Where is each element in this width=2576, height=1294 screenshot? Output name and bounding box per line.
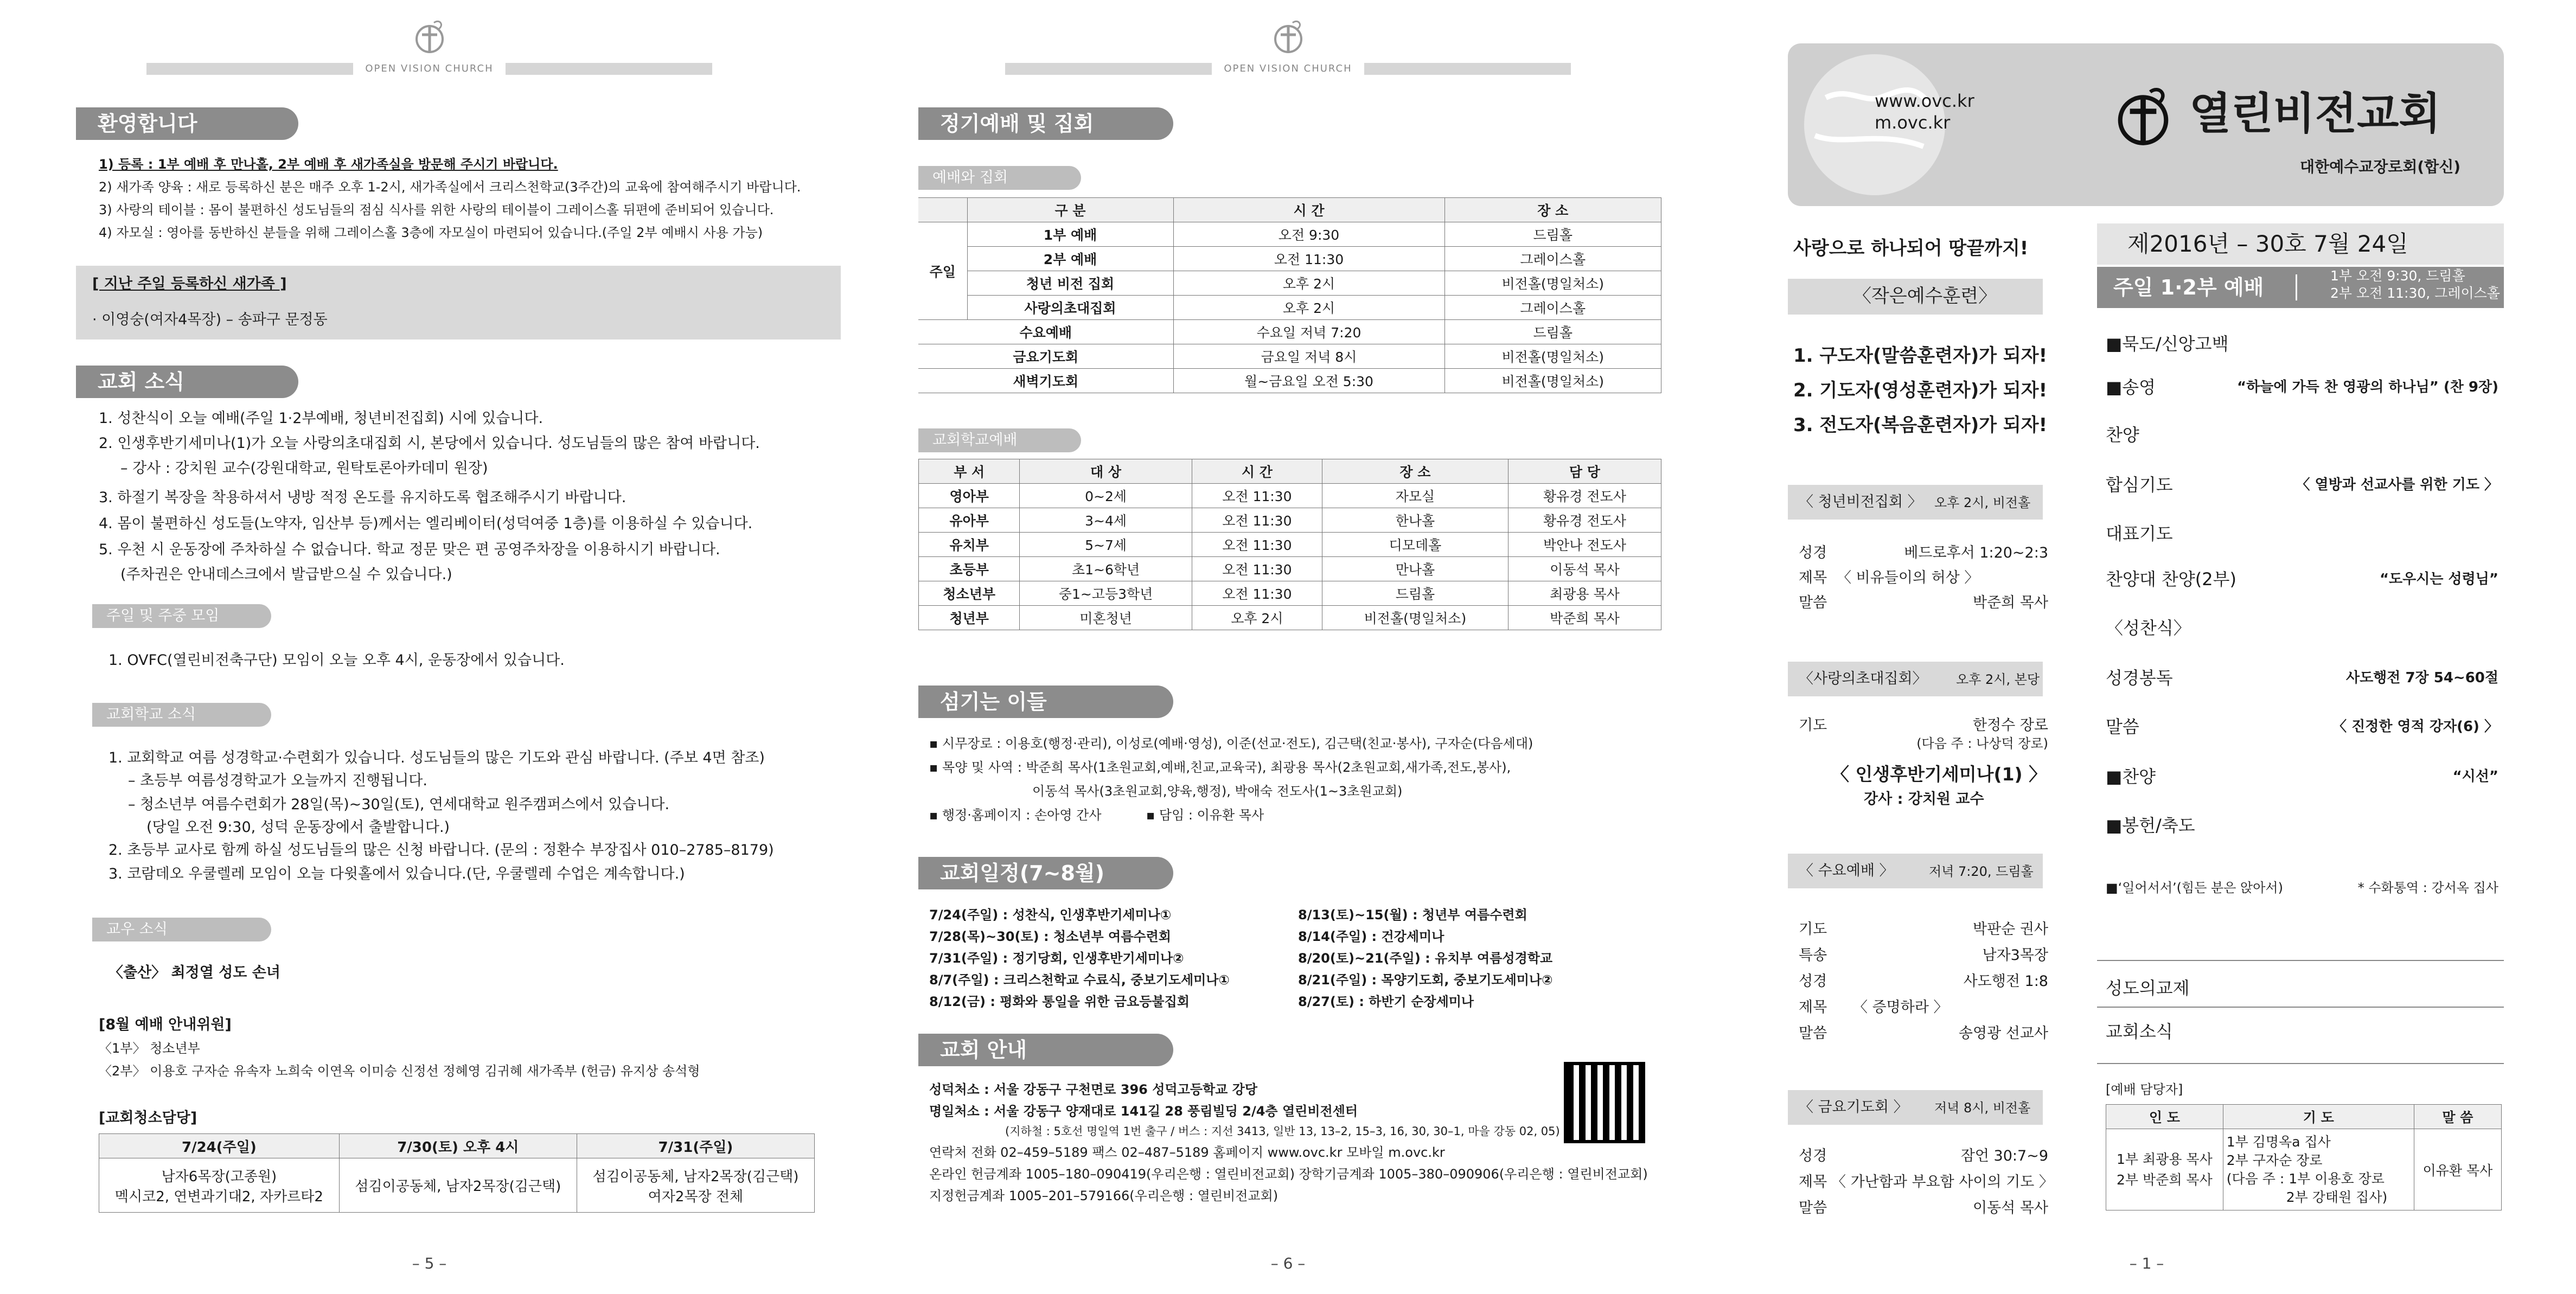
youth-value: 베드로후서 1:20~2:3 (1904, 544, 2048, 561)
worship-subheading: 예배와 집회 (918, 166, 1081, 190)
duty-title: [예배 담당자] (2106, 1082, 2183, 1097)
interpreter-note: * 수화통역 : 강서옥 집사 (2357, 880, 2498, 895)
schedule-item: 8/13(토)~15(월) : 청년부 여름수련회 (1298, 907, 1527, 923)
youth-label: 제목 (1799, 569, 1827, 586)
school-line-5: 2. 초등부 교사로 함께 하실 성도님들의 많은 신청 바랍니다. (문의 : 정환수 부장집사 010–2785–8179) (108, 842, 774, 859)
news-line-3: – 강사 : 강치원 교수(강원대학교, 원탁토론아카데미 원장) (120, 460, 488, 477)
page-number: – 1 – (2129, 1254, 2164, 1272)
church-en-name: OPEN VISION CHURCH (353, 63, 505, 75)
cleaning-header: 7/30(토) 오후 4시 (339, 1134, 577, 1158)
school-news-heading: 교회학교 소식 (92, 703, 271, 727)
servants-line-1: ▪ 시무장로 : 이용호(행정·관리), 이성로(예배·영성), 이준(선교·전도), 김근택(친교·봉사), 구자순(다음세대) (929, 736, 1533, 751)
welcome-line-4: 4) 자모실 : 영아를 동반하신 분들을 위해 그레이스홀 3층에 자모실이 마련되어 있습니다.(주일 2부 예배시 사용 가능) (99, 225, 763, 240)
school-line-3: – 청소년부 여름수련회가 28일(목)~30일(토), 연세대학교 원주캠퍼스에서 있습니다. (128, 796, 670, 813)
welcome-line-1: 1) 등록 : 1부 예배 후 만나홀, 2부 예배 후 새가족실을 방문해 주시기 바랍니다. (99, 157, 558, 172)
separator (2097, 1063, 2504, 1064)
worship-heading: 정기예배 및 집회 (918, 107, 1173, 140)
info-heading: 교회 안내 (918, 1034, 1173, 1066)
wed-title: 〈 수요예배 〉 (1799, 862, 1894, 879)
order-item-value: 〈 열방과 선교사를 위한 기도 〉 (2296, 477, 2498, 493)
info-line-6: 지정헌금계좌 1005–201–579166(우리은행 : 열린비전교회) (929, 1188, 1279, 1203)
page-header (0, 16, 859, 76)
fri-value: 〈 가난함과 부요함 사이의 기도 〉 (1831, 1174, 2054, 1190)
service-time-2: 2부 오전 11:30, 그레이스홀 (2330, 285, 2500, 301)
youth-value: 〈 비유들이의 허상 〉 (1837, 569, 1979, 586)
training-title: 〈작은예수훈련〉 (1853, 285, 1997, 307)
news-heading: 교회 소식 (76, 366, 298, 398)
welcome-line-3: 3) 사랑의 테이블 : 몸이 불편하신 성도님들의 점심 식사를 위한 사랑의 테이블이 그레이스홀 뒤편에 준비되어 있습니다. (99, 202, 774, 217)
header-bar (1005, 63, 1571, 75)
url-2: m.ovc.kr (1875, 112, 1951, 133)
duty-table: 인 도 기 도 말 씀 1부 최광용 목사 2부 박준희 목사 1부 김명옥a 집사 2부 구자순 장로 (다음 주 : 1부 이용호 장로 2부 강태원 집사) 이유환 목사 (2106, 1104, 2502, 1210)
wed-label: 제목 (1799, 999, 1827, 1016)
sunday-label: 주일 (918, 222, 967, 320)
sunday-meeting-line: 1. OVFC(열린비전축구단) 모임이 오늘 오후 4시, 운동장에서 있습니다. (108, 652, 565, 669)
school-worship-subheading: 교회학교예배 (918, 428, 1081, 452)
page-header (859, 16, 1717, 76)
order-item-label: ■송영 (2106, 377, 2156, 398)
denomination: 대한예수교장로회(합신) (2300, 158, 2461, 176)
standup-note: ■‘일어서서’(힘든 분은 앉아서) (2106, 880, 2283, 895)
order-item-label: 성경봉독 (2106, 668, 2173, 688)
seminar-lecturer: 강사 : 강치원 교수 (1864, 791, 1984, 808)
wed-value: 사도행전 1:8 (1963, 973, 2048, 990)
schedule-item: 7/24(주일) : 성찬식, 인생후반기세미나① (929, 907, 1172, 923)
order-item-value: “하늘에 가득 찬 영광의 하나님” (찬 9장) (2237, 379, 2498, 395)
page-number: – 6 – (1270, 1254, 1306, 1272)
church-news: 교회소식 (2106, 1021, 2173, 1042)
school-line-6: 3. 코람데오 우쿨렐레 모임이 오늘 다윗홀에서 있습니다.(단, 우쿨렐레 수업은 계속합니다.) (108, 866, 685, 882)
school-line-2: – 초등부 여름성경학교가 오늘까지 진행됩니다. (128, 772, 427, 789)
cleaning-header: 7/31(주일) (577, 1134, 814, 1158)
youth-label: 성경 (1799, 544, 1827, 561)
youth-label: 말씀 (1799, 594, 1827, 611)
wed-value: 송영광 선교사 (1958, 1025, 2048, 1042)
order-item-label: 말씀 (2106, 716, 2139, 737)
members-line: 〈출산〉 최정열 성도 손녀 (108, 964, 280, 981)
order-item-value: 〈 진정한 영적 강자(6) 〉 (2332, 719, 2498, 735)
news-line-7: (주차권은 안내데스크에서 발급받으실 수 있습니다.) (120, 566, 452, 583)
love-next: (다음 주 : 나상덕 장로) (1916, 736, 2048, 751)
members-news-heading: 교우 소식 (92, 918, 271, 941)
page-number: – 5 – (412, 1254, 447, 1272)
page-1 (1717, 0, 2576, 1294)
issue-number: 제2016년 – 30호 7월 24일 (2127, 230, 2408, 257)
schedule-item: 8/14(주일) : 건강세미나 (1298, 929, 1444, 944)
school-line-4: (당일 오전 9:30, 성덕 운동장에서 출발합니다.) (146, 819, 450, 836)
fri-label: 제목 (1799, 1174, 1827, 1190)
page-6 (859, 0, 1717, 1294)
youth-value: 박준희 목사 (1973, 594, 2048, 611)
cleaning-cell: 남자6목장(고종원) 멕시코2, 연변과기대2, 자카르타2 (99, 1158, 340, 1213)
order-item-label: 찬양 (2106, 425, 2139, 445)
news-line-5: 4. 몸이 불편하신 성도들(노약자, 임산부 등)께서는 엘리베이터(성덕여중 1층)를 이용하실 수 있습니다. (99, 515, 753, 532)
schedule-item: 8/20(토)~21(주일) : 유치부 여름성경학교 (1298, 951, 1553, 966)
order-item-label: 찬양대 찬양(2부) (2106, 569, 2236, 590)
service-time-1: 1부 오전 9:30, 드림홀 (2330, 268, 2465, 284)
fri-value: 이동석 목사 (1973, 1200, 2048, 1216)
wed-value: 〈 증명하라 〉 (1853, 999, 1948, 1016)
servants-heading: 섬기는 이들 (918, 686, 1173, 718)
motto: 사랑으로 하나되어 땅끝까지! (1793, 238, 2029, 259)
news-line-2: 2. 인생후반기세미나(1)가 오늘 사랑의초대집회 시, 본당에서 있습니다. 성도님들의 많은 참여 바랍니다. (99, 435, 760, 452)
youth-title: 〈 청년비전집회 〉 (1799, 494, 1922, 510)
church-en-name: OPEN VISION CHURCH (1212, 63, 1364, 75)
school-worship-table: 부 서 대 상 시 간 장 소 담 당 영아부 0~2세 오전 11:30 자모실 황유경 전도사 유아부 3~4세 오전 11:30 한나홀 황유경 전도사 유치부 5~7세 오전 11:30 디모데홀 박안나 전도사 초등부 초1~6학년 오전 11:30 만나홀 이동석 목사 청소년부 중1~고등3학년 오전 11:30 드림홀 최광용 목사 청년부 미혼청년 오후 2시 비전홀(명일처소) 박준희 목사 (918, 459, 1661, 630)
guide-line-1: 〈1부〉 청소년부 (99, 1041, 200, 1056)
separator (2097, 1007, 2504, 1008)
url-1: www.ovc.kr (1875, 91, 1974, 111)
love-title: 〈사랑의초대집회〉 (1799, 670, 1927, 687)
servants-line-4: ▪ 행정·홈페이지 : 손아영 간사 (929, 808, 1102, 823)
info-line-4: 연락처 전화 02–459–5189 팩스 02–487–5189 홈페이지 www.ovc.kr 모바일 m.ovc.kr (929, 1145, 1445, 1160)
fri-label: 성경 (1799, 1148, 1827, 1164)
order-item-label: 대표기도 (2106, 523, 2173, 544)
new-member-name: · 이영숭(여자4목장) – 송파구 문정동 (92, 311, 328, 328)
schedule-heading: 교회일정(7~8월) (918, 857, 1173, 889)
order-item-label: 〈성찬식〉 (2106, 618, 2191, 638)
order-item-value: 사도행전 7장 54~60절 (2345, 670, 2498, 686)
schedule-item: 8/7(주일) : 크리스천학교 수료식, 중보기도세미나① (929, 972, 1230, 988)
servants-line-5: ▪ 담임 : 이유환 목사 (1146, 808, 1264, 823)
servants-line-3: 이동석 목사(3초원교회,양육,행정), 박애숙 전도사(1~3초원교회) (1032, 784, 1403, 799)
separator (2097, 960, 2504, 961)
new-member-title: [ 지난 주일 등록하신 새가족 ] (92, 276, 287, 292)
info-line-5: 온라인 헌금계좌 1005–180–090419(우리은행 : 열린비전교회) 장학기금계좌 1005–380–090906(우리은행 : 열린비전교회) (929, 1167, 1648, 1182)
schedule-item: 8/12(금) : 평화와 통일을 위한 금요등불집회 (929, 994, 1190, 1009)
schedule-item: 7/28(목)~30(토) : 청소년부 여름수련회 (929, 929, 1171, 944)
page-5 (0, 0, 859, 1294)
schedule-item: 7/31(주일) : 정기당회, 인생후반기세미나② (929, 951, 1184, 966)
order-item-label: ■봉헌/축도 (2106, 815, 2195, 836)
schedule-item: 8/27(토) : 하반기 순장세미나 (1298, 994, 1474, 1009)
wed-label: 기도 (1799, 921, 1827, 938)
training-line-3: 3. 전도자(복음훈련자)가 되자! (1793, 414, 2048, 436)
youth-time: 오후 2시, 비전홀 (1934, 495, 2031, 510)
love-label: 기도 (1799, 717, 1827, 734)
header-bar (146, 63, 712, 75)
order-item-label: 합심기도 (2106, 475, 2173, 495)
church-logo-icon (1267, 16, 1310, 60)
wed-value: 박판순 권사 (1973, 921, 2048, 938)
cleaning-table (99, 1133, 815, 1213)
fri-title: 〈 금요기도회 〉 (1799, 1099, 1908, 1116)
order-item-label: ■묵도/신앙고백 (2106, 334, 2229, 354)
fri-time: 저녁 8시, 비전홀 (1934, 1100, 2031, 1116)
guide-line-2: 〈2부〉 이용호 구자순 유속자 노희숙 이연옥 이미승 신정선 정혜영 김귀혜 새가족부 (헌금) 유지상 송석형 (99, 1064, 700, 1079)
order-item-label: ■찬양 (2106, 766, 2156, 787)
welcome-heading: 환영합니다 (76, 107, 298, 140)
cleaning-title: [교회청소담당] (99, 1110, 197, 1126)
church-logo-icon (408, 16, 451, 60)
divider (2296, 274, 2297, 300)
order-item-value: “시선” (2452, 768, 2498, 785)
wed-time: 저녁 7:20, 드림홀 (1929, 864, 2034, 879)
cleaning-cell: 섬김이공동체, 남자2목장(김근택) (339, 1158, 577, 1213)
fri-label: 말씀 (1799, 1200, 1827, 1216)
cleaning-header: 7/24(주일) (99, 1134, 340, 1158)
seminar-title: 〈 인생후반기세미나(1) 〉 (1831, 764, 2047, 785)
news-line-4: 3. 하절기 복장을 착용하셔서 냉방 적정 온도를 유지하도록 협조해주시기 바랍니다. (99, 489, 627, 506)
info-line-3: (지하철 : 5호선 명일역 1번 출구 / 버스 : 지선 3413, 일반 13, 13–2, 15–3, 16, 30, 30–1, 마을 강동 02, 05) (1005, 1125, 1560, 1138)
schedule-item: 8/21(주일) : 목양기도회, 중보기도세미나② (1298, 972, 1553, 988)
wed-value: 남자3목장 (1982, 947, 2048, 964)
news-line-6: 5. 우천 시 운동장에 주차하실 수 없습니다. 학교 정문 맞은 편 공영주차장을 이용하시기 바랍니다. (99, 541, 720, 558)
fellowship: 성도의교제 (2106, 978, 2190, 998)
church-name: 열린비전교회 (2189, 88, 2441, 139)
love-value: 한정수 장로 (1973, 717, 2048, 734)
church-logo-icon (2108, 81, 2178, 152)
worship-table: 구 분 시 간 장 소 주일 1부 예배 오전 9:30 드림홀 2부 예배 오전 11:30 그레이스홀 청년 비전 집회 오후 2시 비전홀(명일처소) 사랑의초대집회 오후 2시 그레이스홀 수요예배 수요일 저녁 7:20 드림홀 금요기도회 금요일 저녁 8시 비전홀(명일처소) 새벽기도회 월~금요일 오전 5:30 비전홀(명일처소) (918, 197, 1661, 393)
sunday-meeting-heading: 주일 및 주중 모임 (92, 604, 271, 628)
qr-code-icon (1564, 1062, 1645, 1143)
info-line-1: 성덕처소 : 서울 강동구 구천면로 396 성덕고등학교 강당 (929, 1082, 1258, 1097)
school-line-1: 1. 교회학교 여름 성경학교·수련회가 있습니다. 성도님들의 많은 기도와 관심 바랍니다. (주보 4면 참조) (108, 750, 765, 766)
cleaning-cell: 섬김이공동체, 남자2목장(김근택) 여자2목장 전체 (577, 1158, 814, 1213)
servants-line-2: ▪ 목양 및 사역 : 박준희 목사(1초원교회,예배,친교,교육국), 최광용 목사(2초원교회,새가족,전도,봉사), (929, 760, 1511, 775)
wed-label: 특송 (1799, 947, 1827, 964)
guide-title: [8월 예배 안내위원] (99, 1016, 232, 1033)
love-time: 오후 2시, 본당 (1956, 672, 2040, 687)
info-line-2: 명일처소 : 서울 강동구 양재대로 141길 28 풍림빌딩 2/4층 열린비전센터 (929, 1104, 1358, 1119)
fri-value: 잠언 30:7~9 (1960, 1148, 2048, 1164)
service-title: 주일 1·2부 예배 (2113, 276, 2264, 299)
news-line-1: 1. 성찬식이 오늘 예배(주일 1·2부예배, 청년비전집회) 시에 있습니다. (99, 410, 544, 427)
welcome-line-2: 2) 새가족 양육 : 새로 등록하신 분은 매주 오후 1-2시, 새가족실에서 크리스천학교(3주간)의 교육에 참여해주시기 바랍니다. (99, 180, 801, 195)
wed-label: 말씀 (1799, 1025, 1827, 1042)
training-line-2: 2. 기도자(영성훈련자)가 되자! (1793, 380, 2048, 401)
order-item-value: “도우시는 성령님” (2379, 571, 2498, 587)
training-line-1: 1. 구도자(말씀훈련자)가 되자! (1793, 345, 2048, 367)
wed-label: 성경 (1799, 973, 1827, 990)
